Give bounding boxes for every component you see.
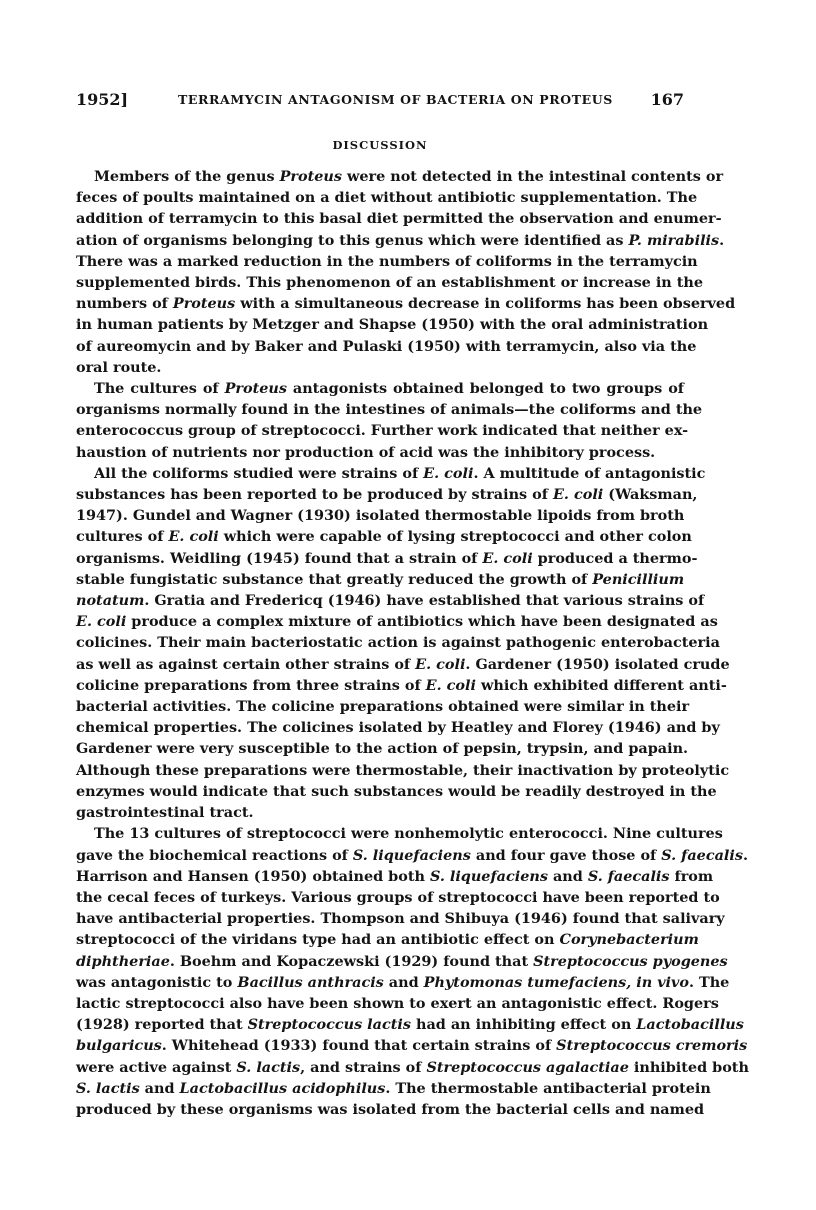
text-line: E. coli produce a complex mixture of antibiotics which have been designated as [76,613,718,631]
paragraph-first-line: Members of the genus Proteus were not detected in the intestinal contents or [94,168,724,185]
text-line: lactic streptococci also have been shown to exert an antagonistic effect. Rogers [76,994,719,1012]
text-line: haustion of nutrients nor production of acid was the inhibitory process. [76,443,656,461]
running-head [76,90,684,114]
text-line: in human patients by Metzger and Shapse (1950) with the oral administration [76,316,709,334]
text-line: colicine preparations from three strains of E. coli which exhibited different anti- [76,676,727,694]
running-title: TERRAMYCIN ANTAGONISM OF BACTERIA ON PROTEUS [178,92,613,107]
text-line: gastrointestinal tract. [76,804,254,822]
text-line: ation of organisms belonging to this genus which were identified as P. mirabilis. [76,231,725,249]
text-line: bulgaricus. Whitehead (1933) found that certain strains of Streptococcus cremoris [76,1037,748,1055]
text-line: of aureomycin and by Baker and Pulaski (1950) with terramycin, also via the [76,337,697,355]
text-line: notatum. Gratia and Fredericq (1946) have established that various strains of [76,592,705,610]
paragraph-first-line: The 13 cultures of streptococci were nonhemolytic enterococci. Nine cultures [94,825,723,843]
text-line: Although these preparations were thermostable, their inactivation by proteolytic [76,761,730,779]
text-line: cultures of E. coli which were capable of lysing streptococci and other colon [76,528,692,546]
text-line: (1928) reported that Streptococcus lactis had an inhibiting effect on Lactobacillus [76,1016,744,1034]
text-line: enterococcus group of streptococci. Further work indicated that neither ex- [76,422,689,440]
text-line: feces of poults maintained on a diet without antibiotic supplementation. The [76,189,698,207]
text-line: were active against S. lactis, and strains of Streptococcus agalactiae inhibited both [76,1058,749,1076]
text-line: There was a marked reduction in the numbers of coliforms in the terramycin [76,252,698,270]
text-line: diphtheriae. Boehm and Kopaczewski (1929) found that Streptococcus pyogenes [76,952,728,970]
text-line: produced by these organisms was isolated from the bacterial cells and named [76,1100,705,1118]
paragraph-first-line: The cultures of Proteus antagonists obtained belonged to two groups of [94,380,684,398]
text-line: the cecal feces of turkeys. Various groups of streptococci have been reported to [76,888,720,906]
text-line: substances has been reported to be produced by strains of E. coli (Waksman, [76,486,698,504]
text-line: addition of terramycin to this basal diet permitted the observation and enumer- [76,210,722,228]
text-line: bacterial activities. The colicine preparations obtained were similar in their [76,698,690,716]
text-line: Gardener were very susceptible to the action of pepsin, trypsin, and papain. [76,740,689,758]
text-line: supplemented birds. This phenomenon of an establishment or increase in the [76,274,704,292]
text-line: 1947). Gundel and Wagner (1930) isolated thermostable lipoids from broth [76,507,685,525]
text-line: enzymes would indicate that such substances would be readily destroyed in the [76,782,717,800]
text-line: streptococci of the viridans type had an antibiotic effect on Corynebacterium [76,931,699,949]
volume-year: 1952] [76,90,129,109]
text-line: S. lactis and Lactobacillus acidophilus. The thermostable antibacterial protein [76,1079,711,1097]
section-heading: DISCUSSION [332,138,428,152]
body-text [76,166,749,1120]
text-line: have antibacterial properties. Thompson and Shibuya (1946) found that salivary [76,910,725,928]
text-line: was antagonistic to Bacillus anthracis and Phytomonas tumefaciens, in vivo. The [76,973,730,991]
text-line: gave the biochemical reactions of S. liquefaciens and four gave those of S. faecalis. [76,846,748,864]
text-line: as well as against certain other strains of E. coli. Gardener (1950) isolated crude [76,655,730,673]
page-number: 167 [650,90,684,109]
text-line: organisms normally found in the intestines of animals—the coliforms and the [76,401,703,419]
text-line: organisms. Weidling (1945) found that a strain of E. coli produced a thermo- [76,549,698,567]
text-line: chemical properties. The colicines isolated by Heatley and Florey (1946) and by [76,719,720,737]
text-line: numbers of Proteus with a simultaneous decrease in coliforms has been observed [76,295,736,313]
text-line: Harrison and Hansen (1950) obtained both S. liquefaciens and S. faecalis from [76,867,714,885]
paragraph-first-line: All the coliforms studied were strains of E. coli. A multitude of antagonistic [94,464,706,482]
text-line: stable fungistatic substance that greatly reduced the growth of Penicillium [76,570,685,588]
text-line: colicines. Their main bacteriostatic action is against pathogenic enterobacteria [76,634,720,652]
text-line: oral route. [76,358,162,376]
